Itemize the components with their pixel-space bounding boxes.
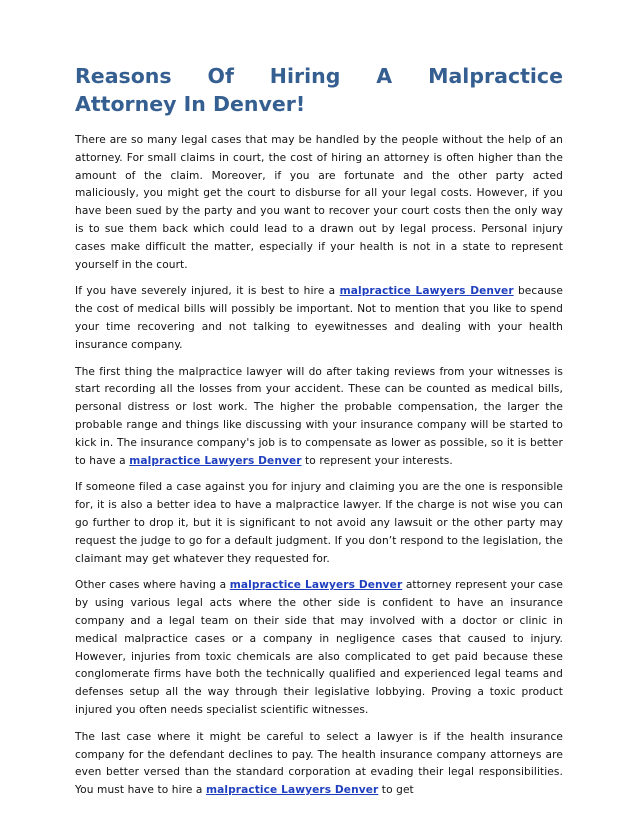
malpractice-lawyers-link-1[interactable]: malpractice Lawyers Denver bbox=[339, 285, 514, 298]
title-line-1: Reasons Of Hiring A Malpractice bbox=[75, 64, 563, 88]
paragraph-1: There are so many legal cases that may be handled by the people without the help of an attorney. For small claims in court, the cost of hiring an attorney is often higher than the amount of the claim. Moreover, if you are fortunate and the other party acted maliciously, you might get the court to disburse for all your legal costs. However, if you have been sued by the party and you want to recover your court costs then the only way is to sue them back which could lead to a drawn out by legal process. Personal injury cases make difficult the matter, especially if your health is not in a state to represent yourself in the court. bbox=[75, 134, 563, 271]
paragraph-5 bbox=[75, 577, 563, 719]
paragraph-2-text-b: because the cost of medical bills will possibly be important. Not to mention that you like to spend your time recovering and not talking to eyewitnesses and dealing with your health insurance company. bbox=[75, 285, 563, 351]
paragraph-6-text-b: to get bbox=[378, 784, 414, 797]
link-2-part-b: Denver bbox=[258, 454, 302, 467]
paragraph-6 bbox=[75, 729, 563, 800]
paragraph-3 bbox=[75, 364, 563, 471]
paragraph-3-text-a: The first thing the malpractice lawyer will do after taking reviews from your witnesses is start recording all the losses from your accident. These can be counted as medical bills, personal distress or lost work. The higher the probable compensation, the larger the probable range and things like discussing with your insurance company will be started to kick in. The insurance company's job is to compensate as lower as possible, so it is better to have a bbox=[75, 365, 563, 467]
page-title bbox=[75, 62, 563, 118]
paragraph-2 bbox=[75, 283, 563, 354]
title-line-2: Attorney In Denver! bbox=[75, 92, 306, 116]
paragraph-5-text-a: Other cases where having a bbox=[75, 579, 230, 592]
paragraph-2-text-a: If you have severely injured, it is best to hire a bbox=[75, 285, 340, 298]
malpractice-lawyers-link-3[interactable]: malpractice Lawyers Denver bbox=[229, 579, 403, 592]
paragraph-3-text-b: to represent your interests. bbox=[301, 454, 453, 467]
paragraph-6-text-a: The last case where it might be careful to select a lawyer is if the health insurance company for the defendant declines to pay. The health insurance company attorneys are even better versed than the standard corporation at evading their legal responsibilities. You must have to hire a bbox=[75, 730, 563, 797]
link-2-part-a: malpractice Lawyers bbox=[129, 454, 255, 467]
malpractice-lawyers-link-4[interactable]: malpractice Lawyers Denver bbox=[206, 784, 379, 797]
malpractice-lawyers-link-2[interactable] bbox=[129, 455, 301, 467]
paragraph-5-text-b: attorney represent your case by using various legal acts where the other side is confident to have an insurance company and a legal team on their side that may involved with a doctor or clinic in medical malpractice cases or a company in negligence cases that caused to injury. However, injuries from toxic chemicals are also complicated to get paid because these conglomerate firms have both the technically qualified and experienced legal teams and defenses setup all the way through their legislative lobbying. Proving a toxic product injured you often needs specialist scientific witnesses. bbox=[75, 579, 564, 716]
paragraph-4: If someone filed a case against you for injury and claiming you are the one is responsible for, it is also a better idea to have a malpractice lawyer. If the charge is not wise you can go further to drop it, but it is significant to not avoid any lawsuit or the other party may request the judge to go for a default judgment. If you don’t respond to the legislation, the claimant may get whatever they requested for. bbox=[75, 481, 563, 565]
